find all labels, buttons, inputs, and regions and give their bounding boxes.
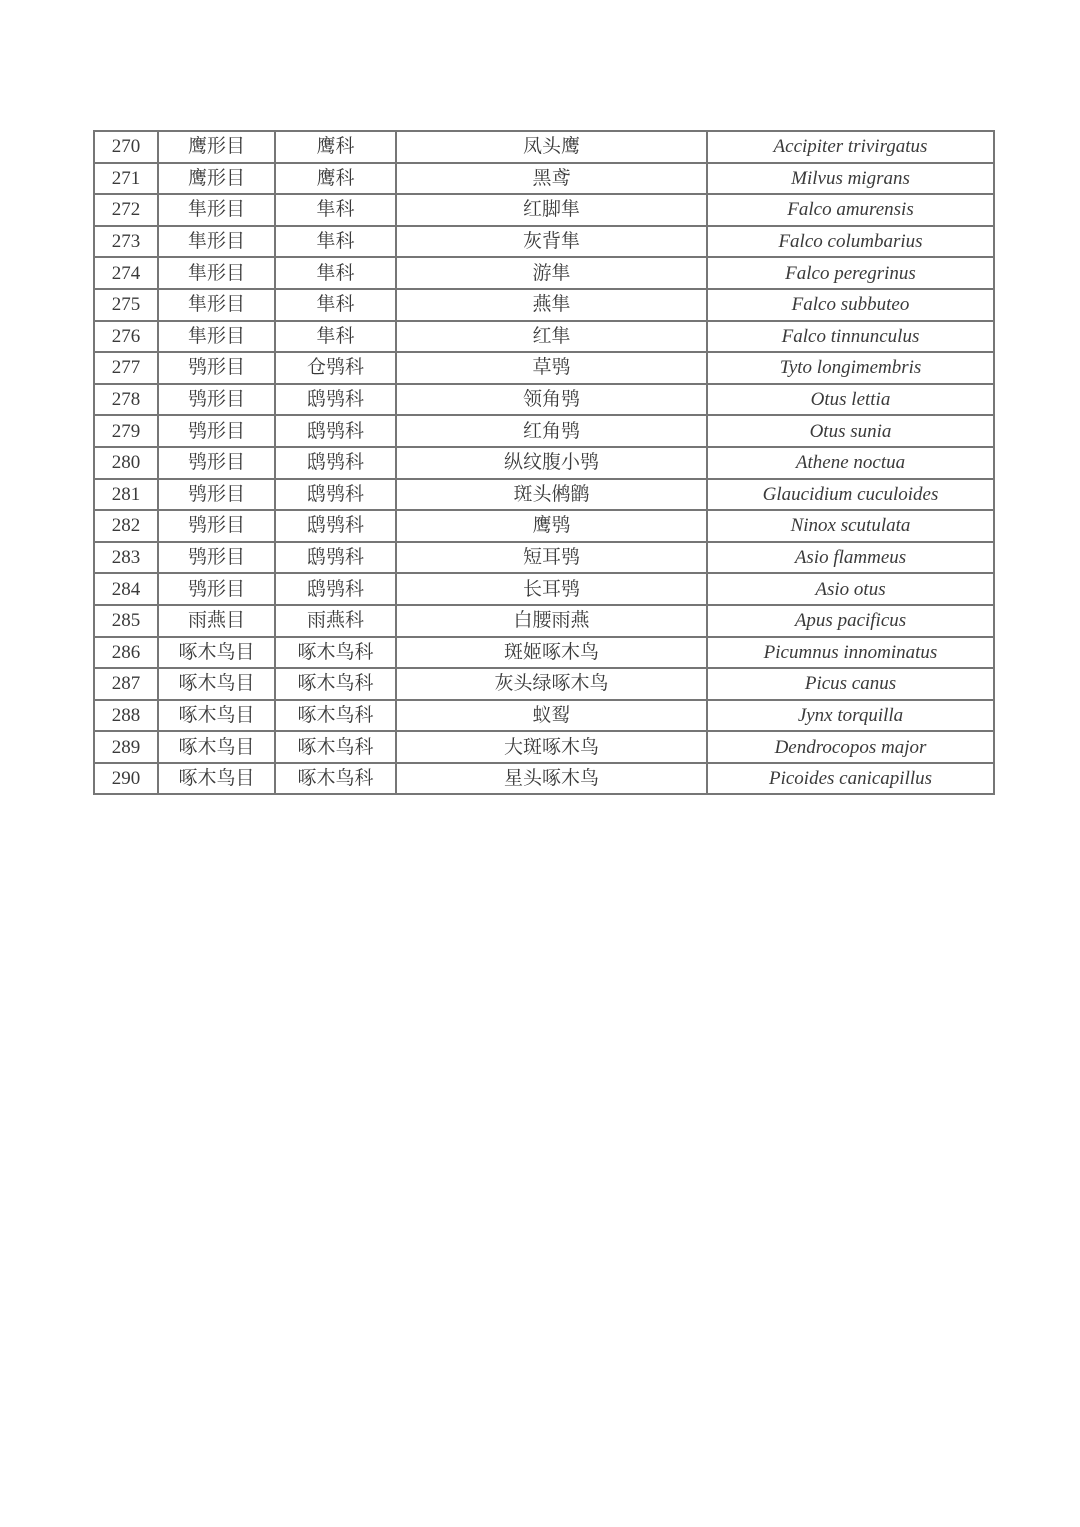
- cell-family: 隼科: [275, 226, 396, 258]
- cell-number: 270: [94, 131, 158, 163]
- cell-chinese-name: 黑鸢: [396, 163, 707, 195]
- table-row: [94, 131, 994, 163]
- cell-chinese-name: 红脚隼: [396, 194, 707, 226]
- cell-chinese-name: 凤头鹰: [396, 131, 707, 163]
- cell-chinese-name: 斑姬啄木鸟: [396, 637, 707, 669]
- cell-number: 283: [94, 542, 158, 574]
- cell-scientific-name: Otus sunia: [707, 415, 994, 447]
- cell-family: 鸱鸮科: [275, 447, 396, 479]
- cell-scientific-name: Falco tinnunculus: [707, 321, 994, 353]
- cell-chinese-name: 蚁䴕: [396, 700, 707, 732]
- table-row: [94, 289, 994, 321]
- cell-number: 287: [94, 668, 158, 700]
- table-row: [94, 226, 994, 258]
- cell-chinese-name: 鹰鸮: [396, 510, 707, 542]
- cell-scientific-name: Glaucidium cuculoides: [707, 479, 994, 511]
- cell-scientific-name: Asio flammeus: [707, 542, 994, 574]
- cell-number: 274: [94, 257, 158, 289]
- cell-number: 284: [94, 573, 158, 605]
- cell-scientific-name: Falco amurensis: [707, 194, 994, 226]
- cell-order: 啄木鸟目: [158, 668, 275, 700]
- cell-order: 鸮形目: [158, 542, 275, 574]
- cell-scientific-name: Falco subbuteo: [707, 289, 994, 321]
- cell-chinese-name: 红角鸮: [396, 415, 707, 447]
- cell-order: 鹰形目: [158, 131, 275, 163]
- cell-scientific-name: Picumnus innominatus: [707, 637, 994, 669]
- table-row: [94, 163, 994, 195]
- cell-number: 286: [94, 637, 158, 669]
- table-row: [94, 637, 994, 669]
- cell-family: 啄木鸟科: [275, 731, 396, 763]
- cell-family: 啄木鸟科: [275, 637, 396, 669]
- cell-number: 272: [94, 194, 158, 226]
- cell-chinese-name: 长耳鸮: [396, 573, 707, 605]
- cell-number: 275: [94, 289, 158, 321]
- cell-chinese-name: 星头啄木鸟: [396, 763, 707, 795]
- cell-scientific-name: Jynx torquilla: [707, 700, 994, 732]
- cell-family: 仓鸮科: [275, 352, 396, 384]
- cell-scientific-name: Otus lettia: [707, 384, 994, 416]
- cell-family: 鹰科: [275, 131, 396, 163]
- cell-chinese-name: 灰背隼: [396, 226, 707, 258]
- cell-family: 隼科: [275, 321, 396, 353]
- bird-species-table: [93, 130, 995, 795]
- cell-number: 280: [94, 447, 158, 479]
- cell-chinese-name: 纵纹腹小鸮: [396, 447, 707, 479]
- cell-family: 啄木鸟科: [275, 668, 396, 700]
- cell-number: 276: [94, 321, 158, 353]
- cell-chinese-name: 燕隼: [396, 289, 707, 321]
- cell-family: 隼科: [275, 289, 396, 321]
- cell-number: 290: [94, 763, 158, 795]
- cell-family: 鸱鸮科: [275, 415, 396, 447]
- cell-scientific-name: Picus canus: [707, 668, 994, 700]
- table-row: [94, 542, 994, 574]
- cell-order: 隼形目: [158, 194, 275, 226]
- cell-chinese-name: 白腰雨燕: [396, 605, 707, 637]
- cell-scientific-name: Dendrocopos major: [707, 731, 994, 763]
- cell-order: 鸮形目: [158, 573, 275, 605]
- cell-order: 隼形目: [158, 226, 275, 258]
- cell-number: 281: [94, 479, 158, 511]
- cell-chinese-name: 红隼: [396, 321, 707, 353]
- cell-scientific-name: Picoides canicapillus: [707, 763, 994, 795]
- cell-order: 啄木鸟目: [158, 637, 275, 669]
- cell-scientific-name: Tyto longimembris: [707, 352, 994, 384]
- cell-order: 隼形目: [158, 321, 275, 353]
- cell-order: 啄木鸟目: [158, 731, 275, 763]
- cell-number: 279: [94, 415, 158, 447]
- cell-family: 隼科: [275, 257, 396, 289]
- cell-family: 啄木鸟科: [275, 700, 396, 732]
- table-row: [94, 479, 994, 511]
- cell-chinese-name: 领角鸮: [396, 384, 707, 416]
- cell-number: 289: [94, 731, 158, 763]
- cell-family: 啄木鸟科: [275, 763, 396, 795]
- cell-scientific-name: Apus pacificus: [707, 605, 994, 637]
- cell-scientific-name: Accipiter trivirgatus: [707, 131, 994, 163]
- table-row: [94, 352, 994, 384]
- cell-number: 282: [94, 510, 158, 542]
- cell-scientific-name: Falco columbarius: [707, 226, 994, 258]
- table-row: [94, 731, 994, 763]
- table-row: [94, 384, 994, 416]
- cell-number: 285: [94, 605, 158, 637]
- cell-chinese-name: 大斑啄木鸟: [396, 731, 707, 763]
- cell-chinese-name: 灰头绿啄木鸟: [396, 668, 707, 700]
- cell-order: 啄木鸟目: [158, 700, 275, 732]
- cell-order: 鸮形目: [158, 415, 275, 447]
- cell-family: 鸱鸮科: [275, 510, 396, 542]
- cell-scientific-name: Asio otus: [707, 573, 994, 605]
- cell-order: 雨燕目: [158, 605, 275, 637]
- table-row: [94, 573, 994, 605]
- cell-number: 288: [94, 700, 158, 732]
- table-row: [94, 763, 994, 795]
- cell-scientific-name: Athene noctua: [707, 447, 994, 479]
- cell-number: 273: [94, 226, 158, 258]
- cell-chinese-name: 游隼: [396, 257, 707, 289]
- cell-family: 鸱鸮科: [275, 384, 396, 416]
- table-row: [94, 447, 994, 479]
- cell-family: 隼科: [275, 194, 396, 226]
- cell-family: 鸱鸮科: [275, 573, 396, 605]
- cell-family: 雨燕科: [275, 605, 396, 637]
- cell-scientific-name: Ninox scutulata: [707, 510, 994, 542]
- cell-order: 啄木鸟目: [158, 763, 275, 795]
- table-row: [94, 415, 994, 447]
- cell-family: 鸱鸮科: [275, 542, 396, 574]
- table-row: [94, 605, 994, 637]
- table-row: [94, 194, 994, 226]
- cell-family: 鸱鸮科: [275, 479, 396, 511]
- table-body: [94, 131, 994, 794]
- cell-chinese-name: 斑头鸺鹠: [396, 479, 707, 511]
- cell-order: 隼形目: [158, 289, 275, 321]
- cell-chinese-name: 短耳鸮: [396, 542, 707, 574]
- cell-order: 隼形目: [158, 257, 275, 289]
- table-row: [94, 700, 994, 732]
- cell-order: 鸮形目: [158, 510, 275, 542]
- cell-scientific-name: Falco peregrinus: [707, 257, 994, 289]
- cell-order: 鸮形目: [158, 447, 275, 479]
- table-row: [94, 510, 994, 542]
- table-row: [94, 257, 994, 289]
- cell-order: 鸮形目: [158, 384, 275, 416]
- cell-scientific-name: Milvus migrans: [707, 163, 994, 195]
- cell-number: 271: [94, 163, 158, 195]
- cell-family: 鹰科: [275, 163, 396, 195]
- cell-order: 鹰形目: [158, 163, 275, 195]
- cell-chinese-name: 草鸮: [396, 352, 707, 384]
- cell-order: 鸮形目: [158, 352, 275, 384]
- table-row: [94, 668, 994, 700]
- cell-number: 278: [94, 384, 158, 416]
- cell-number: 277: [94, 352, 158, 384]
- cell-order: 鸮形目: [158, 479, 275, 511]
- table-row: [94, 321, 994, 353]
